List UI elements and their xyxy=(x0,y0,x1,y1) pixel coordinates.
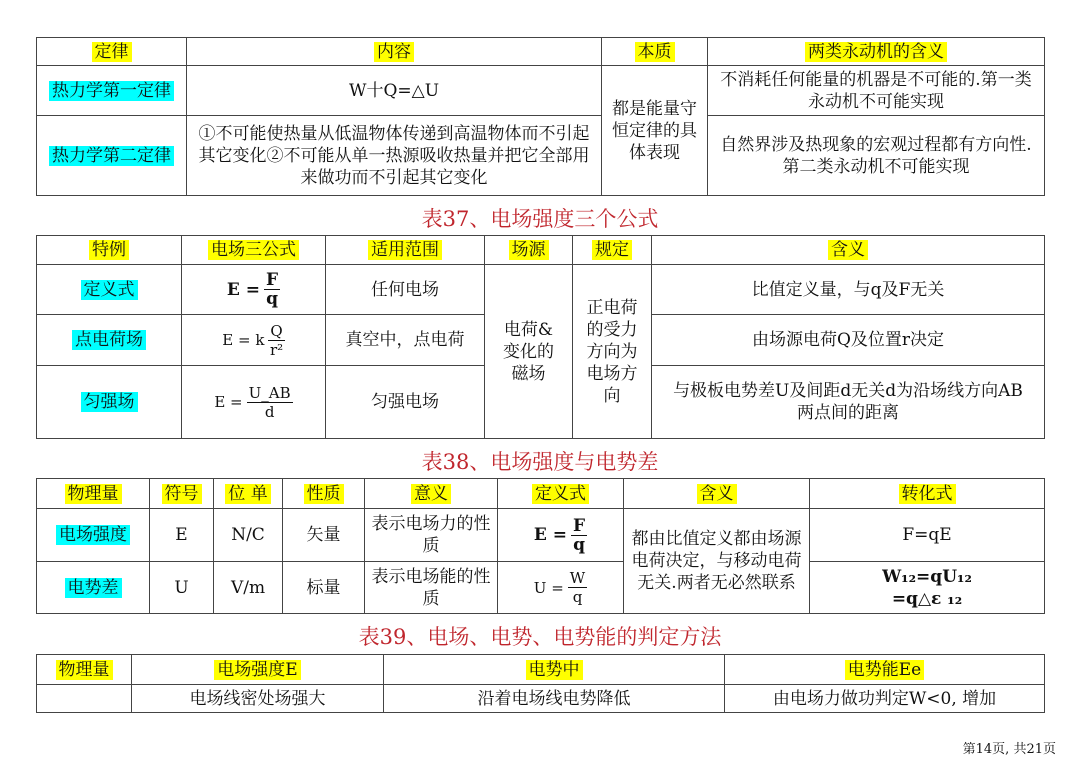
header-content: 内容 xyxy=(187,38,602,66)
t38-row2-symbol: U xyxy=(150,562,214,614)
t39-header-energy: 电势能Ee xyxy=(725,655,1045,685)
t38-header-nature: 性质 xyxy=(283,479,365,509)
t39-header-potential: 电势中 xyxy=(384,655,725,685)
t38-row1-nature: 矢量 xyxy=(283,509,365,562)
t39-row-name xyxy=(37,685,132,713)
page-number: 第14页, 共21页 xyxy=(962,742,1056,757)
t37-header-case: 特例 xyxy=(37,236,182,265)
t38-row1-formula: E = $\frac{F}{q}$ xyxy=(498,509,624,562)
t38-header-conversion: 转化式 xyxy=(810,479,1045,509)
t37-row3-range: 匀强电场 xyxy=(326,366,485,439)
t38-row2-significance: 表示电场能的性质 xyxy=(365,562,498,614)
t37-row1-range: 任何电场 xyxy=(326,265,485,315)
table39-title: 表39、电场、电势、电势能的判定方法 xyxy=(358,625,722,649)
t37-header-meaning: 含义 xyxy=(652,236,1045,265)
t37-row3-meaning: 与极板电势差U及间距d无关d为沿场线方向AB两点间的距离 xyxy=(652,366,1045,439)
t37-header-formulas: 电场三公式 xyxy=(182,236,326,265)
t37-source: 电荷&变化的磁场 xyxy=(485,265,573,439)
t37-row3-formula: E = $\frac{U\_AB}{d}$ xyxy=(182,366,326,439)
header-essence: 本质 xyxy=(602,38,708,66)
law-second-content: ①不可能使热量从低温物体传递到高温物体而不引起其它变化②不可能从单一热源吸收热量并把它全部用来做功而不引起其它变化 xyxy=(187,116,602,196)
t37-row2-formula: E = k $\frac{Q}{\text{r²}}$ xyxy=(182,315,326,366)
t37-row2-meaning: 由场源电荷Q及位置r决定 xyxy=(652,315,1045,366)
t38-header-quantity: 物理量 xyxy=(37,479,150,509)
t39-row-potential: 沿着电场线电势降低 xyxy=(384,685,725,713)
t37-rule: 正电荷的受力方向为电场方向 xyxy=(573,265,652,439)
table39 xyxy=(36,654,1045,713)
law-second-name: 热力学第二定律 xyxy=(37,116,187,196)
t38-header-significance: 意义 xyxy=(365,479,498,509)
t38-row2-conversion: W₁₂=qU₁₂ =q△ε ₁₂ xyxy=(810,562,1045,614)
law-first-name: 热力学第一定律 xyxy=(37,66,187,116)
t37-header-source: 场源 xyxy=(485,236,573,265)
t38-shared-meaning: 都由比值定义都由场源电荷决定，与移动电荷无关.两者无必然联系 xyxy=(624,509,810,614)
table38-title: 表38、电场强度与电势差 xyxy=(421,450,659,474)
law-second-meaning: 自然界涉及热现象的宏观过程都有方向性.第二类永动机不可能实现 xyxy=(708,116,1045,196)
t38-row1-symbol: E xyxy=(150,509,214,562)
t38-row2-unit: V/m xyxy=(214,562,283,614)
header-law: 定律 xyxy=(37,38,187,66)
t38-row1-unit: N/C xyxy=(214,509,283,562)
t38-row1-conversion: F=qE xyxy=(810,509,1045,562)
t39-row-field: 电场线密处场强大 xyxy=(132,685,384,713)
t38-header-definition: 定义式 xyxy=(498,479,624,509)
table38 xyxy=(36,478,1045,614)
t37-row1-meaning: 比值定义量，与q及F无关 xyxy=(652,265,1045,315)
t38-header-unit: 位 单 xyxy=(214,479,283,509)
t38-row2-name: 电势差 xyxy=(37,562,150,614)
t37-header-rule: 规定 xyxy=(573,236,652,265)
t37-row1-name: 定义式 xyxy=(37,265,182,315)
t38-row2-formula: U = $\frac{W}{q}$ xyxy=(498,562,624,614)
t37-row2-name: 点电荷场 xyxy=(37,315,182,366)
t39-row-energy: 由电场力做功判定W<0, 增加 xyxy=(725,685,1045,713)
t38-row2-nature: 标量 xyxy=(283,562,365,614)
table37-title: 表37、电场强度三个公式 xyxy=(421,207,659,231)
t37-row1-formula: E = $\frac{F}{q}$ xyxy=(182,265,326,315)
law-first-meaning: 不消耗任何能量的机器是不可能的.第一类永动机不可能实现 xyxy=(708,66,1045,116)
t38-header-symbol: 符号 xyxy=(150,479,214,509)
header-perpetual-motion: 两类永动机的含义 xyxy=(708,38,1045,66)
laws-table xyxy=(36,37,1045,196)
t39-header-field: 电场强度E xyxy=(132,655,384,685)
law-first-content: W十Q=△U xyxy=(187,66,602,116)
t37-row2-range: 真空中，点电荷 xyxy=(326,315,485,366)
t37-row3-name: 匀强场 xyxy=(37,366,182,439)
t38-row1-name: 电场强度 xyxy=(37,509,150,562)
law-essence: 都是能量守恒定律的具体表现 xyxy=(602,66,708,196)
t39-header-quantity: 物理量 xyxy=(37,655,132,685)
t38-header-meaning: 含义 xyxy=(624,479,810,509)
t37-header-range: 适用范围 xyxy=(326,236,485,265)
table37 xyxy=(36,235,1045,439)
t38-row1-significance: 表示电场力的性质 xyxy=(365,509,498,562)
